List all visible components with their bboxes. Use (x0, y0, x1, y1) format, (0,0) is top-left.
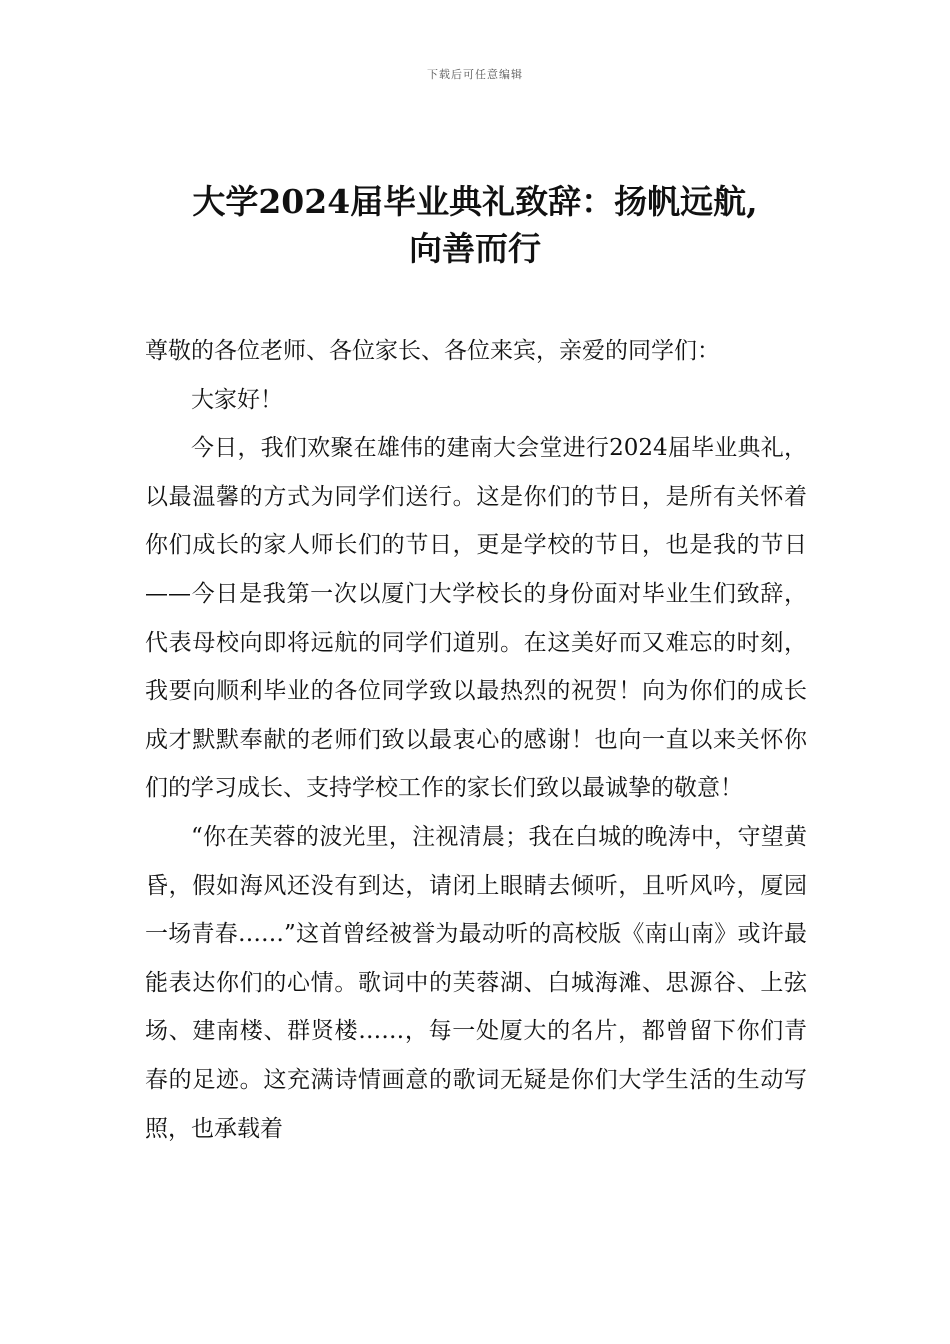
document-body (145, 327, 807, 1153)
greeting: 大家好！ (191, 386, 283, 413)
title-line-2: 向善而行 (409, 229, 541, 268)
title-line-1: 大学2024届毕业典礼致辞：扬帆远航, (192, 182, 758, 221)
paragraph-1: 今日，我们欢聚在雄伟的建南大会堂进行2024届毕业典礼，以最温馨的方式为同学们送行。这是你们的节日，是所有关怀着你们成长的家人师长们的节日，更是学校的节日，也是我的节日——今日是我第一次以厦门大学校长的身份面对毕业生们致辞，代表母校向即将远航的同学们道别。在这美好而又难忘的时刻，我要向顺利毕业的各位同学致以最热烈的祝贺！向为你们的成长成才默默奉献的老师们致以最衷心的感谢！也向一直以来关怀你们的学习成长、支持学校工作的家长们致以最诚挚的敬意！ (145, 435, 807, 802)
paragraph-2: “你在芙蓉的波光里，注视清晨；我在白城的晚涛中，守望黄昏，假如海风还没有到达，请闭上眼睛去倾听，且听风吟，厦园一场青春……”这首曾经被誉为最动听的高校版《南山南》或许最能表达你们的心情。歌词中的芙蓉湖、白城海滩、思源谷、上弦场、建南楼、群贤楼……，每一处厦大的名片，都曾留下你们青春的足迹。这充满诗情画意的歌词无疑是你们大学生活的生动写照，也承载着 (145, 823, 807, 1142)
salutation: 尊敬的各位老师、各位家长、各位来宾，亲爱的同学们： (145, 338, 720, 364)
header-note: 下载后可任意编辑 (427, 68, 523, 81)
document-title (145, 178, 805, 272)
